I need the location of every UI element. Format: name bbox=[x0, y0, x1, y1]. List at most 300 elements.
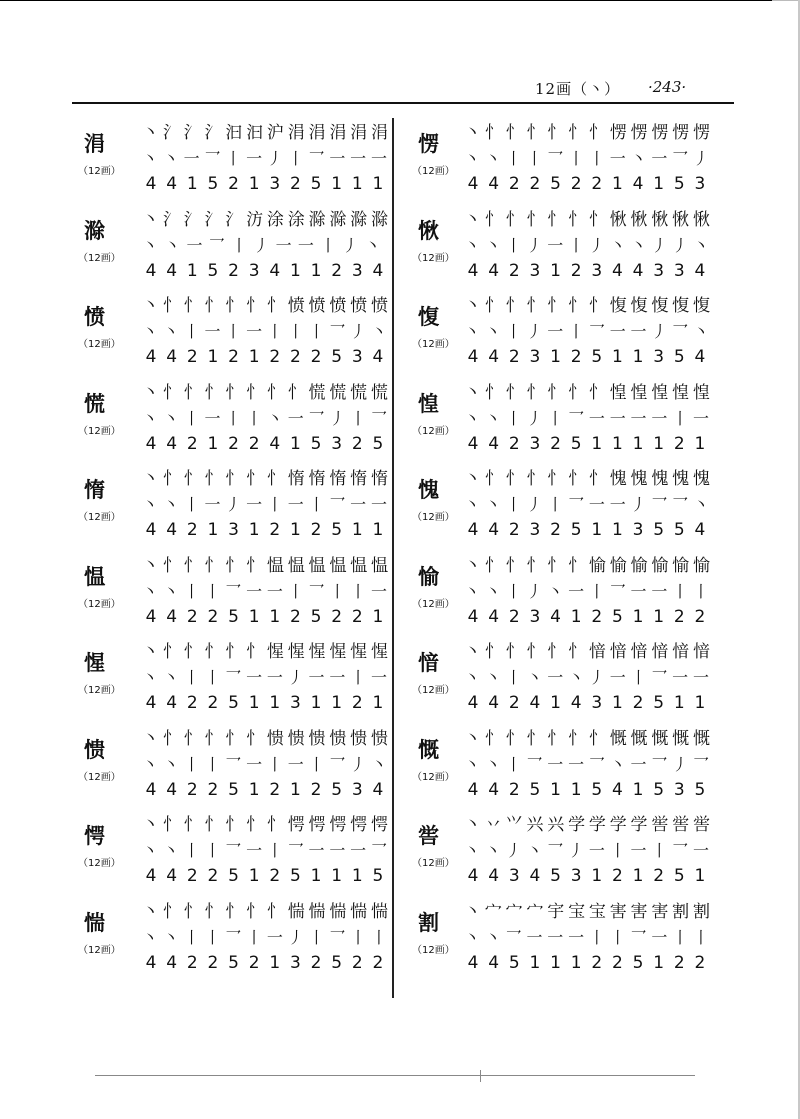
stroke-code: 1 bbox=[632, 347, 644, 367]
stroke-code: 1 bbox=[372, 606, 384, 627]
stroke-shape: 一 bbox=[651, 581, 668, 601]
seq-step: 宀 bbox=[484, 901, 501, 922]
character-entry bbox=[402, 891, 722, 978]
seq-step: 忄 bbox=[568, 469, 585, 489]
seq-step: 丶 bbox=[142, 382, 158, 403]
stroke-shape: 一 bbox=[183, 149, 200, 168]
stroke-code: 1 bbox=[591, 520, 603, 540]
stroke-code: 4 bbox=[372, 347, 384, 367]
stroke-shape: 丨 bbox=[183, 495, 200, 514]
stroke-shape: 一 bbox=[547, 322, 564, 341]
stroke-codes bbox=[464, 953, 709, 973]
seq-step: 愤 bbox=[329, 296, 346, 316]
stroke-code: 5 bbox=[228, 693, 239, 713]
seq-step: 愧 bbox=[672, 469, 689, 489]
stroke-shapes bbox=[142, 236, 387, 256]
stroke-shape: 丶 bbox=[484, 322, 501, 341]
stroke-code: 2 bbox=[550, 520, 561, 540]
stroke-shape: 丶 bbox=[162, 408, 179, 428]
seq-step: 忄 bbox=[484, 469, 501, 489]
stroke-code: 5 bbox=[673, 347, 685, 367]
stroke-shape: 丨 bbox=[505, 668, 522, 687]
stroke-code: 1 bbox=[269, 693, 281, 713]
stroke-code: 5 bbox=[207, 174, 219, 194]
stroke-shape: 一 bbox=[350, 149, 367, 168]
stroke-shape: 一 bbox=[547, 927, 564, 947]
stroke-code: 2 bbox=[207, 952, 219, 973]
stroke-code: 4 bbox=[550, 606, 561, 627]
character-entry bbox=[72, 718, 392, 805]
stroke-code: 4 bbox=[632, 174, 644, 194]
stroke-shape: 丨 bbox=[329, 581, 346, 601]
stroke-shape: 丨 bbox=[672, 927, 689, 947]
stroke-code: 3 bbox=[351, 347, 363, 367]
seq-step: 愠 bbox=[370, 555, 387, 576]
seq-step: 忄 bbox=[526, 382, 543, 403]
stroke-code: 2 bbox=[289, 606, 301, 627]
stroke-shape: 丨 bbox=[266, 841, 283, 860]
stroke-shape: 丶 bbox=[609, 235, 626, 255]
seq-step: 惶 bbox=[692, 382, 709, 403]
stroke-shape: 丿 bbox=[342, 235, 359, 255]
stroke-code: 2 bbox=[207, 779, 219, 800]
stroke-code: 3 bbox=[269, 174, 281, 194]
stroke-shape: 乛 bbox=[588, 322, 605, 341]
stroke-code: 5 bbox=[372, 433, 384, 454]
stroke-count-tag: （12画） bbox=[78, 685, 121, 696]
stroke-shape: 丨 bbox=[320, 235, 337, 255]
seq-step: 忄 bbox=[266, 901, 283, 922]
seq-step: 慌 bbox=[329, 382, 346, 403]
stroke-code: 2 bbox=[694, 952, 706, 973]
seq-step: 慌 bbox=[350, 382, 367, 403]
seq-step: 氵 bbox=[183, 209, 200, 230]
stroke-code: 2 bbox=[331, 260, 343, 281]
seq-step: 忄 bbox=[505, 469, 522, 489]
seq-step: 惺 bbox=[350, 642, 367, 662]
stroke-shape: 丶 bbox=[162, 581, 179, 601]
seq-step: 害 bbox=[630, 901, 647, 922]
seq-step: 愤 bbox=[370, 296, 387, 316]
seq-step: 惴 bbox=[308, 901, 325, 922]
character-entry bbox=[72, 372, 392, 459]
stroke-code: 1 bbox=[289, 433, 301, 454]
seq-step: 忄 bbox=[505, 209, 522, 230]
stroke-code: 3 bbox=[529, 433, 541, 454]
seq-step: 忄 bbox=[568, 123, 585, 143]
seq-step: 喾 bbox=[692, 815, 709, 835]
stroke-order-sequence bbox=[464, 901, 709, 923]
seq-step: 忄 bbox=[183, 382, 200, 403]
stroke-shape: 丨 bbox=[505, 754, 522, 774]
seq-step: 愣 bbox=[651, 123, 668, 143]
stroke-shape: 丶 bbox=[162, 668, 179, 687]
stroke-code: 2 bbox=[570, 260, 582, 281]
stroke-shape: 乛 bbox=[225, 668, 242, 687]
seq-step: 愦 bbox=[329, 728, 346, 749]
stroke-code: 1 bbox=[310, 260, 322, 281]
stroke-code: 4 bbox=[488, 606, 500, 627]
seq-step: 滁 bbox=[370, 209, 387, 230]
stroke-shape: 乛 bbox=[672, 322, 689, 341]
seq-step: 丶 bbox=[142, 209, 158, 230]
stroke-code: 4 bbox=[145, 866, 157, 886]
stroke-shape: 丶 bbox=[142, 408, 159, 428]
stroke-shape: 丨 bbox=[183, 668, 200, 687]
stroke-code: 2 bbox=[310, 952, 322, 973]
stroke-code: 3 bbox=[351, 779, 363, 800]
seq-step: 忄 bbox=[246, 555, 263, 576]
seq-step: 滁 bbox=[329, 209, 346, 230]
stroke-shape: 乛 bbox=[609, 581, 626, 601]
seq-step: 忄 bbox=[588, 123, 605, 143]
stroke-shape: 丨 bbox=[183, 927, 200, 947]
stroke-codes bbox=[464, 866, 709, 886]
seq-step: 宝 bbox=[568, 901, 585, 922]
stroke-codes bbox=[142, 261, 387, 281]
stroke-shape: 丶 bbox=[142, 841, 159, 860]
stroke-count-tag: （12画） bbox=[78, 339, 121, 350]
seq-step: 愣 bbox=[630, 123, 647, 143]
stroke-shapes bbox=[142, 149, 387, 169]
seq-step: 惺 bbox=[329, 642, 346, 662]
seq-step: 忄 bbox=[568, 555, 585, 576]
seq-step: 忄 bbox=[547, 296, 564, 316]
seq-step: 丶 bbox=[464, 469, 480, 489]
stroke-shape: 乛 bbox=[692, 754, 709, 774]
stroke-shape: 乛 bbox=[672, 841, 689, 860]
stroke-shape: 乛 bbox=[630, 927, 647, 947]
seq-step: 害 bbox=[609, 901, 626, 922]
stroke-code: 1 bbox=[653, 606, 665, 627]
stroke-code: 4 bbox=[611, 260, 623, 281]
stroke-shapes bbox=[464, 495, 709, 515]
stroke-shape: 丿 bbox=[672, 235, 689, 255]
stroke-shape: 一 bbox=[568, 754, 585, 774]
stroke-code: 1 bbox=[289, 260, 301, 281]
stroke-code: 3 bbox=[694, 174, 706, 194]
stroke-count-tag: （12画） bbox=[78, 598, 121, 610]
stroke-code: 5 bbox=[331, 952, 343, 973]
seq-step: 愕 bbox=[287, 815, 304, 835]
seq-step: 丶 bbox=[464, 901, 480, 922]
seq-step: 丶 bbox=[464, 642, 480, 662]
headword: 惴 bbox=[84, 910, 105, 935]
stroke-shape: 一 bbox=[672, 668, 689, 687]
stroke-order-sequence bbox=[142, 382, 387, 404]
stroke-code: 2 bbox=[207, 693, 219, 713]
stroke-code: 3 bbox=[632, 520, 644, 540]
stroke-order-sequence bbox=[142, 814, 387, 836]
stroke-shape: 乛 bbox=[672, 495, 689, 514]
seq-step: 丶 bbox=[142, 815, 158, 835]
seq-step: 丶 bbox=[142, 642, 158, 662]
stroke-code: 1 bbox=[694, 433, 706, 454]
seq-step: 沪 bbox=[266, 123, 283, 143]
stroke-shape: 乛 bbox=[225, 754, 242, 774]
stroke-shape: 一 bbox=[246, 495, 263, 514]
stroke-shape: 一 bbox=[370, 495, 387, 514]
seq-step: 忄 bbox=[183, 728, 200, 749]
stroke-count-tag: （12画） bbox=[412, 166, 455, 177]
stroke-shape: 一 bbox=[350, 841, 367, 860]
stroke-shapes bbox=[464, 668, 709, 688]
stroke-code: 2 bbox=[591, 174, 603, 194]
stroke-shape: 丨 bbox=[505, 235, 522, 255]
stroke-shape: 丶 bbox=[266, 408, 283, 428]
stroke-shape: 一 bbox=[370, 149, 387, 168]
seq-step: 氵 bbox=[162, 123, 179, 143]
stroke-code: 4 bbox=[467, 174, 479, 194]
stroke-code: 2 bbox=[653, 866, 665, 886]
stroke-code: 2 bbox=[207, 606, 219, 627]
stroke-shape: 一 bbox=[266, 927, 283, 947]
seq-step: 忄 bbox=[526, 642, 543, 662]
stroke-code: 1 bbox=[207, 347, 219, 367]
page-header bbox=[0, 70, 800, 104]
stroke-code: 1 bbox=[550, 693, 561, 713]
stroke-codes bbox=[142, 520, 387, 540]
stroke-code: 2 bbox=[186, 433, 198, 454]
seq-step: 氵 bbox=[183, 123, 200, 143]
seq-step: 丶 bbox=[142, 469, 158, 489]
seq-step: 忄 bbox=[484, 296, 501, 316]
seq-step: 汩 bbox=[225, 123, 242, 143]
stroke-count-tag: （12画） bbox=[412, 598, 455, 610]
seq-step: 忄 bbox=[246, 469, 263, 489]
stroke-code: 1 bbox=[673, 693, 685, 713]
stroke-codes bbox=[464, 174, 709, 194]
stroke-code: 1 bbox=[550, 779, 561, 800]
stroke-code: 1 bbox=[372, 520, 384, 540]
seq-step: 惴 bbox=[370, 901, 387, 922]
stroke-shape: 丿 bbox=[588, 235, 605, 255]
stroke-shape: 一 bbox=[329, 668, 346, 687]
stroke-shapes bbox=[464, 755, 709, 775]
stroke-code: 5 bbox=[611, 606, 623, 627]
seq-step: 愀 bbox=[630, 209, 647, 230]
seq-step: 慌 bbox=[370, 382, 387, 403]
stroke-shape: 一 bbox=[651, 149, 668, 168]
seq-step: 愎 bbox=[692, 296, 709, 316]
stroke-shape: 丨 bbox=[588, 581, 605, 601]
stroke-code: 4 bbox=[570, 693, 582, 713]
seq-step: 忄 bbox=[547, 555, 564, 576]
seq-step: 害 bbox=[651, 901, 668, 922]
stroke-shape: 一 bbox=[609, 495, 626, 514]
character-entry bbox=[72, 112, 392, 199]
stroke-shapes bbox=[142, 322, 387, 342]
seq-step: 忄 bbox=[505, 382, 522, 403]
stroke-shape: 一 bbox=[287, 408, 304, 428]
seq-step: 愀 bbox=[692, 209, 709, 230]
stroke-code: 4 bbox=[166, 174, 178, 194]
stroke-code: 1 bbox=[611, 520, 623, 540]
stroke-order-sequence bbox=[142, 901, 387, 923]
seq-step: 忄 bbox=[547, 642, 564, 662]
headword: 滁 bbox=[84, 218, 105, 243]
character-entry bbox=[72, 458, 392, 545]
stroke-code: 4 bbox=[166, 779, 178, 800]
stroke-shape: 一 bbox=[609, 149, 626, 168]
stroke-codes bbox=[142, 866, 387, 886]
stroke-code: 1 bbox=[550, 347, 561, 367]
stroke-shape: 一 bbox=[308, 841, 325, 860]
stroke-shape: 丨 bbox=[350, 408, 367, 428]
headword: 惶 bbox=[418, 391, 439, 416]
stroke-code: 1 bbox=[269, 606, 281, 627]
headword: 愤 bbox=[84, 305, 105, 329]
headword: 愠 bbox=[84, 564, 105, 589]
stroke-code: 1 bbox=[351, 866, 363, 886]
stroke-shape: 丶 bbox=[464, 495, 481, 514]
stroke-shape: 丶 bbox=[692, 322, 709, 341]
seq-step: 忄 bbox=[204, 815, 221, 835]
stroke-shape: 乛 bbox=[329, 322, 346, 341]
seq-step: 愔 bbox=[588, 642, 605, 662]
stroke-codes bbox=[464, 261, 709, 281]
seq-step: 忄 bbox=[526, 555, 543, 576]
stroke-shape: 丶 bbox=[370, 754, 387, 774]
stroke-shape: 丶 bbox=[464, 235, 481, 255]
stroke-shape: 丨 bbox=[350, 927, 367, 947]
seq-step: 宇 bbox=[547, 901, 564, 922]
stroke-shape: 丶 bbox=[162, 322, 179, 341]
stroke-shape: 一 bbox=[329, 149, 346, 168]
stroke-code: 1 bbox=[372, 174, 384, 194]
stroke-shapes bbox=[142, 928, 387, 948]
stroke-shape: 一 bbox=[547, 754, 564, 774]
seq-step: 愔 bbox=[672, 642, 689, 662]
stroke-code: 2 bbox=[611, 866, 623, 886]
headword: 愎 bbox=[418, 305, 439, 329]
seq-step: 惰 bbox=[287, 469, 304, 489]
stroke-code: 4 bbox=[488, 952, 500, 973]
stroke-codes bbox=[464, 693, 709, 713]
stroke-shape: 丨 bbox=[287, 149, 304, 168]
stroke-shape: 一 bbox=[204, 322, 221, 341]
stroke-code: 3 bbox=[653, 260, 665, 281]
stroke-shape: 丿 bbox=[672, 754, 689, 774]
character-entry bbox=[402, 112, 722, 199]
stroke-code: 4 bbox=[488, 174, 500, 194]
stroke-code: 2 bbox=[269, 866, 281, 886]
stroke-shape: 丶 bbox=[464, 581, 481, 601]
stroke-code: 4 bbox=[529, 693, 541, 713]
stroke-code: 2 bbox=[508, 260, 520, 281]
stroke-code: 5 bbox=[310, 174, 322, 194]
stroke-codes bbox=[464, 434, 709, 454]
seq-step: 宝 bbox=[588, 901, 605, 922]
stroke-shape: 丿 bbox=[253, 235, 270, 255]
stroke-code: 2 bbox=[186, 866, 198, 886]
seq-step: 忄 bbox=[505, 555, 522, 576]
stroke-code: 4 bbox=[467, 779, 479, 800]
stroke-shape: 丨 bbox=[204, 927, 221, 947]
stroke-shape: 丨 bbox=[505, 149, 522, 168]
stroke-shape: 丶 bbox=[464, 754, 481, 774]
stroke-shape: 丨 bbox=[308, 322, 325, 341]
stroke-shape: 一 bbox=[526, 927, 543, 947]
seq-step: 丶 bbox=[464, 555, 480, 576]
stroke-code: 4 bbox=[372, 779, 384, 800]
stroke-code: 2 bbox=[228, 174, 239, 194]
seq-step: 忄 bbox=[183, 469, 200, 489]
stroke-order-sequence bbox=[464, 209, 709, 231]
stroke-shape: 丨 bbox=[350, 668, 367, 687]
stroke-shape: 乛 bbox=[287, 841, 304, 860]
stroke-code: 5 bbox=[591, 779, 603, 800]
stroke-code: 5 bbox=[228, 952, 239, 973]
stroke-shape: 丨 bbox=[183, 754, 200, 774]
stroke-code: 2 bbox=[570, 347, 582, 367]
stroke-shape: 乛 bbox=[308, 581, 325, 601]
seq-step: 涓 bbox=[287, 123, 304, 143]
bottom-tick bbox=[480, 1070, 481, 1082]
seq-step: 愉 bbox=[651, 555, 668, 576]
stroke-shape: 一 bbox=[204, 408, 221, 428]
stroke-codes bbox=[142, 607, 387, 627]
seq-step: 忄 bbox=[225, 901, 242, 922]
stroke-code: 3 bbox=[529, 606, 541, 627]
stroke-code: 5 bbox=[673, 520, 685, 540]
stroke-shape: 丶 bbox=[464, 927, 481, 947]
stroke-shape: 丶 bbox=[464, 408, 481, 428]
stroke-shape: 乛 bbox=[505, 927, 522, 947]
stroke-shape: 丶 bbox=[162, 927, 179, 947]
seq-step: 滁 bbox=[308, 209, 325, 230]
stroke-shape: 乛 bbox=[308, 408, 325, 428]
stroke-shape: 丨 bbox=[308, 754, 325, 774]
seq-step: 愣 bbox=[692, 123, 709, 143]
stroke-order-sequence bbox=[464, 295, 709, 317]
seq-step: 忄 bbox=[505, 728, 522, 749]
seq-step: 忄 bbox=[266, 469, 283, 489]
stroke-order-sequence bbox=[142, 295, 387, 317]
stroke-code: 4 bbox=[632, 260, 644, 281]
stroke-shape: 丨 bbox=[505, 495, 522, 514]
stroke-shape: 丨 bbox=[266, 754, 283, 774]
stroke-shape: 一 bbox=[370, 668, 387, 687]
right-column bbox=[402, 112, 722, 977]
stroke-shape: 一 bbox=[287, 754, 304, 774]
seq-step: 丶 bbox=[142, 901, 158, 922]
stroke-code: 4 bbox=[269, 260, 281, 281]
stroke-shape: 丶 bbox=[484, 408, 501, 428]
stroke-shape: 乛 bbox=[588, 754, 605, 774]
stroke-code: 1 bbox=[310, 693, 322, 713]
seq-step: 惶 bbox=[630, 382, 647, 403]
seq-step: 涓 bbox=[370, 123, 387, 143]
top-border-right bbox=[772, 0, 800, 1]
section-label: 12画（丶） bbox=[535, 80, 621, 98]
seq-step: 慨 bbox=[672, 728, 689, 749]
seq-step: 忄 bbox=[183, 642, 200, 662]
stroke-code: 4 bbox=[694, 347, 706, 367]
seq-step: 丶 bbox=[142, 296, 158, 316]
stroke-codes bbox=[464, 607, 709, 627]
seq-step: 忄 bbox=[162, 382, 179, 403]
seq-step: 忄 bbox=[505, 642, 522, 662]
stroke-code: 2 bbox=[529, 174, 541, 194]
seq-step: 忄 bbox=[266, 382, 283, 403]
seq-step: 忄 bbox=[204, 901, 221, 922]
stroke-count-tag: （12画） bbox=[412, 339, 455, 350]
stroke-shape: 丶 bbox=[142, 322, 159, 341]
seq-step: 忄 bbox=[246, 296, 263, 316]
seq-step: 愎 bbox=[672, 296, 689, 316]
stroke-shape: 丿 bbox=[526, 235, 543, 255]
